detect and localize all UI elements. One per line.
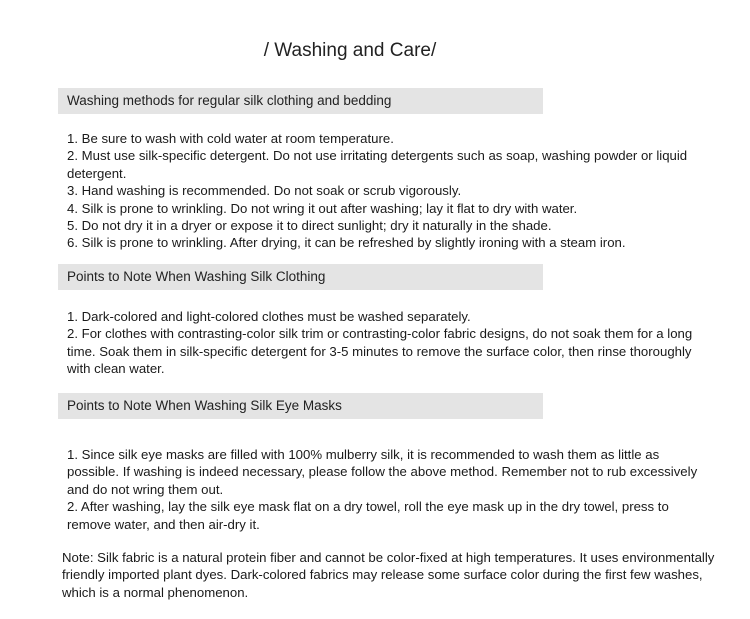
- page-title: / Washing and Care/: [263, 40, 437, 61]
- list-item: 5. Do not dry it in a dryer or expose it to direct sunlight; dry it naturally in the shade.: [67, 218, 552, 234]
- list-item: 1. Since silk eye masks are filled with 100% mulberry silk, it is recommended to wash them as little as possible. If washing is indeed necessary, please follow the above method. Remember not to rub excessively and do not wring them out.: [67, 447, 698, 497]
- list-item: 1. Be sure to wash with cold water at room temperature.: [67, 131, 394, 146]
- regular-silk-list: [67, 130, 707, 252]
- list-item: 4. Silk is prone to wrinkling. Do not wring it out after washing; lay it flat to dry with water.: [67, 200, 578, 216]
- list-item: 3. Hand washing is recommended. Do not soak or scrub vigorously.: [67, 183, 462, 199]
- eye-mask-list: [67, 446, 707, 533]
- section-header-eye-masks: Points to Note When Washing Silk Eye Masks: [58, 393, 543, 419]
- section-header-regular-silk: Washing methods for regular silk clothing and bedding: [58, 88, 543, 114]
- list-item: 6. Silk is prone to wrinkling. After drying, it can be refreshed by slightly ironing with a steam iron.: [67, 235, 626, 251]
- list-item: 1. Dark-colored and light-colored clothes must be washed separately.: [67, 309, 471, 324]
- section-header-silk-clothing: Points to Note When Washing Silk Clothing: [58, 264, 543, 290]
- care-note: [62, 549, 722, 601]
- silk-clothing-list: [67, 308, 707, 378]
- list-item: 2. Must use silk-specific detergent. Do not use irritating detergents such as soap, washing powder or liquid detergent.: [67, 148, 688, 181]
- list-item: 2. After washing, lay the silk eye mask flat on a dry towel, roll the eye mask up in the dry towel, press to remove water, and then air-dry it.: [67, 499, 669, 532]
- note-text: Note: Silk fabric is a natural protein fiber and cannot be color-fixed at high temperatures. It uses environmentally friendly imported plant dyes. Dark-colored fabrics may release some surface color during the first few washes, which is a normal phenomenon.: [62, 550, 715, 600]
- list-item: 2. For clothes with contrasting-color silk trim or contrasting-color fabric designs, do not soak them for a long time. Soak them in silk-specific detergent for 3-5 minutes to remove the surface color, then rinse thoroughly with clean water.: [67, 326, 693, 377]
